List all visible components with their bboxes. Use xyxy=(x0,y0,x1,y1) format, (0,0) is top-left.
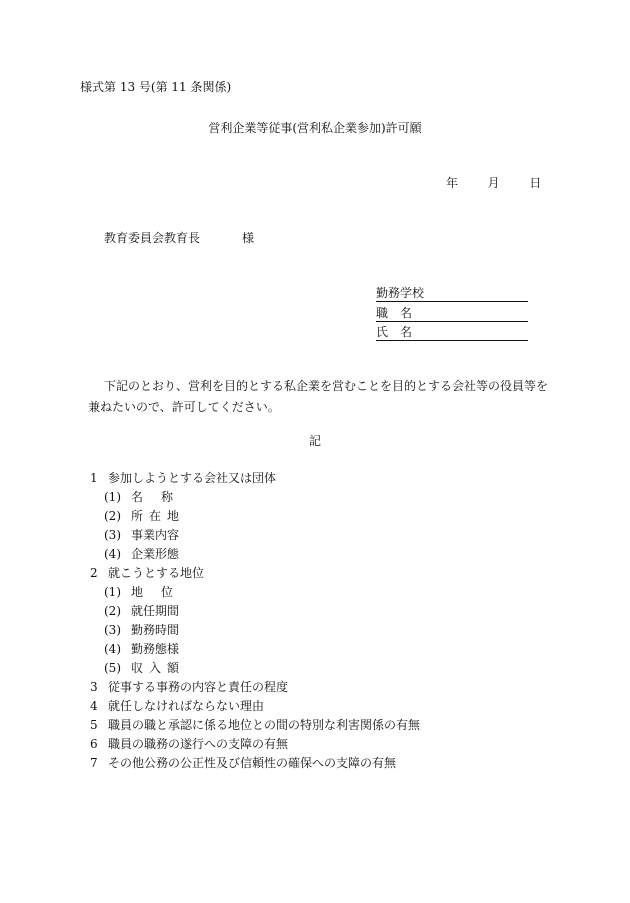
list-item xyxy=(90,754,420,773)
item-number: 1 xyxy=(90,471,98,485)
sub-list-item xyxy=(90,621,420,640)
item-number: 4 xyxy=(90,699,98,713)
item-text: 企業形態 xyxy=(131,547,180,561)
item-list xyxy=(90,469,420,773)
signature-name-label: 氏 名 xyxy=(376,325,413,339)
item-text: 職員の職と承認に係る地位との間の特別な利害関係の有無 xyxy=(108,718,421,732)
item-number: 5 xyxy=(90,718,98,732)
item-number: 6 xyxy=(90,737,98,751)
item-text: 所在地 xyxy=(131,509,186,523)
date-year-label: 年 xyxy=(446,176,459,190)
item-number: (1) xyxy=(104,585,121,599)
signature-name-field[interactable] xyxy=(376,324,528,341)
item-number: 7 xyxy=(90,756,98,770)
recipient-name: 教育委員会教育長 xyxy=(104,231,201,245)
list-item xyxy=(90,678,420,697)
sub-list-item xyxy=(90,659,420,678)
item-text: 事業内容 xyxy=(131,528,180,542)
item-number: 2 xyxy=(90,566,98,580)
date-line xyxy=(446,175,541,191)
item-text: 勤務態様 xyxy=(131,642,180,656)
date-month-label: 月 xyxy=(487,176,500,190)
sub-list-item xyxy=(90,526,420,545)
item-text: 参加しようとする会社又は団体 xyxy=(108,471,277,485)
item-text: 地位 xyxy=(131,585,192,599)
sub-list-item xyxy=(90,488,420,507)
recipient xyxy=(104,230,254,246)
recipient-honorific: 様 xyxy=(242,231,255,245)
list-item xyxy=(90,716,420,735)
item-number: (4) xyxy=(104,642,121,656)
signature-school-field[interactable] xyxy=(376,285,528,302)
item-text: 勤務時間 xyxy=(131,623,180,637)
document-title: 営利企業等従事(営利私企業参加)許可願 xyxy=(208,121,422,135)
list-item xyxy=(90,469,420,488)
list-item xyxy=(90,564,420,583)
item-text: 名称 xyxy=(131,490,192,504)
item-number: (2) xyxy=(104,509,121,523)
item-text: 職員の職務の遂行への支障の有無 xyxy=(108,737,289,751)
item-text: 就任期間 xyxy=(131,604,180,618)
sub-list-item xyxy=(90,583,420,602)
sub-list-item xyxy=(90,602,420,621)
item-text: その他公務の公正性及び信頼性の確保への支障の有無 xyxy=(108,756,397,770)
item-number: (3) xyxy=(104,623,121,637)
item-number: (5) xyxy=(104,661,121,675)
sub-list-item xyxy=(90,545,420,564)
form-number: 様式第 13 号(第 11 条関係) xyxy=(80,80,232,94)
item-number: (1) xyxy=(104,490,121,504)
item-text: 収入額 xyxy=(131,661,186,675)
item-number: (3) xyxy=(104,528,121,542)
item-text: 就こうとする地位 xyxy=(108,566,205,580)
date-day-label: 日 xyxy=(529,176,542,190)
list-item xyxy=(90,735,420,754)
item-text: 就任しなければならない理由 xyxy=(108,699,265,713)
intro-paragraph: 下記のとおり、営利を目的とする私企業を営むことを目的とする会社等の役員等を兼ねたいので、許可してください。 xyxy=(88,379,549,414)
item-text: 従事する事務の内容と責任の程度 xyxy=(108,680,289,694)
item-number: (4) xyxy=(104,547,121,561)
signature-position-field[interactable] xyxy=(376,305,528,322)
list-item xyxy=(90,697,420,716)
item-number: (2) xyxy=(104,604,121,618)
signature-school-label: 勤務学校 xyxy=(376,286,425,300)
signature-position-label: 職 名 xyxy=(376,306,413,320)
item-number: 3 xyxy=(90,680,98,694)
ki-heading: 記 xyxy=(308,434,321,448)
sub-list-item xyxy=(90,507,420,526)
sub-list-item xyxy=(90,640,420,659)
